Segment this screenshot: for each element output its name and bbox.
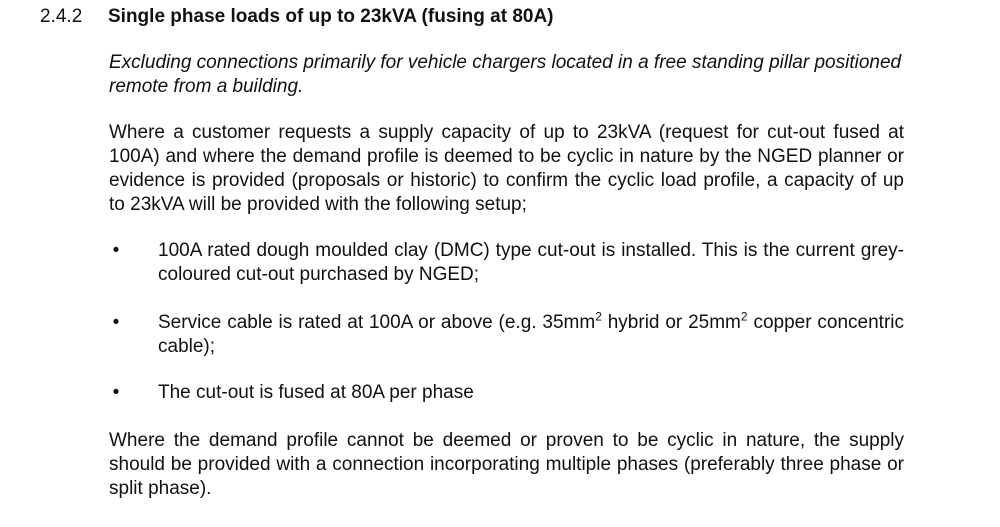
superscript: 2 xyxy=(740,309,748,324)
body-paragraph-1: Where a customer requests a supply capacity of up to 23kVA (request for cut-out fused at 100A) and where the demand profile is deemed to be cyclic in nature by the NGED planner or evidence is provided (proposals or historic) to confirm the cyclic load profile, a capacity of up to 23kVA will be provided with the following setup; xyxy=(109,122,904,215)
intro-note: Excluding connections primarily for vehicle chargers located in a free standing pillar positioned remote from a building. xyxy=(109,52,902,97)
section-title: Single phase loads of up to 23kVA (fusing at 80A) xyxy=(108,6,554,27)
section-heading xyxy=(40,5,554,29)
list-item-text-part: Service cable is rated at 100A or above (e.g. 35mm xyxy=(158,312,596,333)
list-item-text-part: hybrid or 25mm xyxy=(601,312,741,333)
bullet-icon: • xyxy=(112,382,120,403)
bullet-icon: • xyxy=(112,240,120,261)
list-item-text-part: copper concentric cable); xyxy=(158,312,904,357)
list-item-text: 100A rated dough moulded clay (DMC) type cut-out is installed. This is the current grey-coloured cut-out purchased by NGED; xyxy=(158,240,904,285)
list-item xyxy=(109,239,904,287)
body-paragraph-2: Where the demand profile cannot be deemed or proven to be cyclic in nature, the supply should be provided with a connection incorporating multiple phases (preferably three phase or split phase). xyxy=(109,430,904,499)
list-item-text: The cut-out is fused at 80A per phase xyxy=(158,382,474,403)
superscript: 2 xyxy=(595,309,602,324)
list-item-text xyxy=(158,311,904,359)
list-item xyxy=(109,311,904,359)
bullet-icon: • xyxy=(112,312,120,333)
section-number: 2.4.2 xyxy=(40,6,83,27)
list-item xyxy=(109,381,904,405)
